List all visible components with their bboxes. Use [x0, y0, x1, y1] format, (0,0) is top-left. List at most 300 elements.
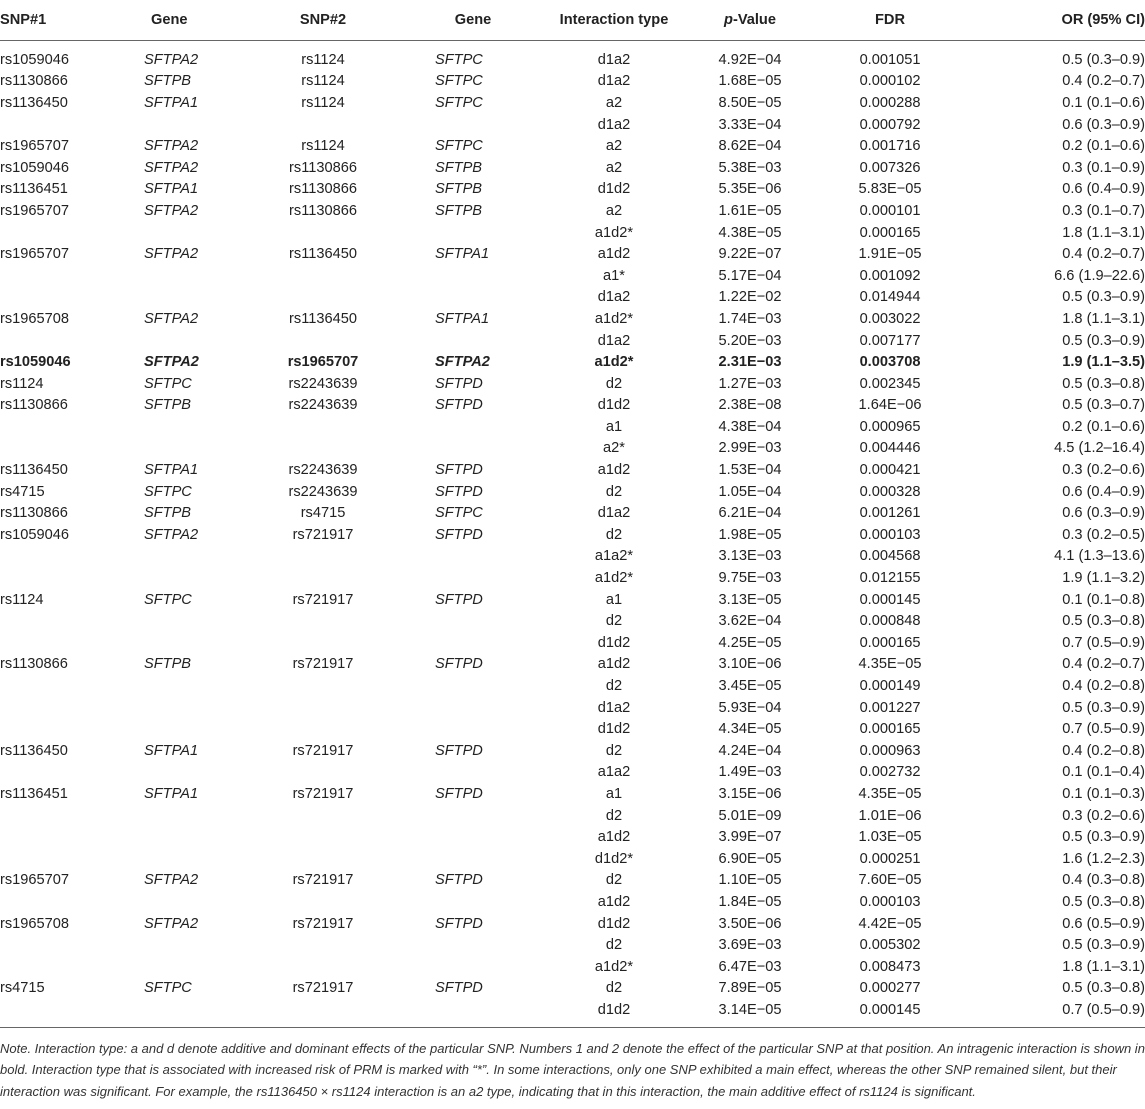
header-row: [0, 0, 1145, 41]
fdr-cell: 0.014944: [859, 289, 921, 306]
p-value-cell: 3.13E−03: [718, 548, 782, 565]
fdr-cell: 0.000165: [859, 634, 921, 651]
gene2-cell: SFTPC: [435, 138, 483, 155]
fdr-cell: 0.000103: [859, 893, 921, 910]
p-value-cell: 3.10E−06: [718, 656, 782, 673]
table-row: [0, 697, 1145, 719]
interaction-type-cell: d1a2: [597, 51, 631, 68]
gene1-cell: [120, 330, 248, 352]
gene2-cell: [398, 114, 548, 136]
header-snp2: SNP#2: [248, 0, 398, 41]
interaction-type-cell: d1d2: [597, 397, 631, 414]
p-value-cell: 6.47E−03: [718, 958, 782, 975]
fdr-cell: 0.000963: [859, 742, 921, 759]
gene2-cell: [398, 891, 548, 913]
or-cell: 0.3 (0.1–0.9): [1062, 159, 1145, 176]
p-value-cell: 4.92E−04: [718, 51, 782, 68]
snp2-cell: [248, 718, 398, 740]
snp2-cell: [248, 438, 398, 460]
table-row: [0, 870, 1145, 892]
or-cell: 6.6 (1.9–22.6): [1054, 267, 1145, 284]
snp2-cell: [248, 805, 398, 827]
fdr-cell: 0.000328: [859, 483, 921, 500]
table-row: [0, 373, 1145, 395]
snp2-cell: [248, 956, 398, 978]
gene1-cell: SFTPA1: [144, 462, 199, 479]
interaction-type-cell: a1: [605, 418, 623, 435]
table-row: [0, 438, 1145, 460]
p-value-cell: 1.84E−05: [718, 893, 782, 910]
snp2-cell: [248, 848, 398, 870]
snp1-cell: [0, 762, 120, 784]
fdr-cell: 1.64E−06: [858, 397, 922, 414]
gene2-cell: [398, 438, 548, 460]
gene1-cell: SFTPA2: [144, 159, 199, 176]
table-row: [0, 934, 1145, 956]
header-snp1: SNP#1: [0, 0, 120, 41]
p-value-cell: 3.69E−03: [718, 937, 782, 954]
gene2-cell: SFTPC: [435, 73, 483, 90]
fdr-cell: 0.003022: [859, 310, 921, 327]
interaction-type-cell: d2: [605, 483, 623, 500]
snp2-cell: rs1136450: [289, 246, 357, 263]
gene1-cell: [120, 956, 248, 978]
fdr-cell: 0.000165: [859, 224, 921, 241]
fdr-cell: 0.000165: [859, 721, 921, 738]
snp1-cell: [0, 330, 120, 352]
snp1-cell: rs1059046: [0, 51, 69, 68]
table-row: [0, 222, 1145, 244]
table-body: [0, 41, 1145, 1028]
interaction-type-cell: a1d2*: [594, 310, 634, 327]
snp1-cell: [0, 805, 120, 827]
gene2-cell: [398, 632, 548, 654]
gene2-cell: [398, 762, 548, 784]
table-row: [0, 913, 1145, 935]
gene1-cell: [120, 805, 248, 827]
p-value-cell: 9.22E−07: [718, 246, 782, 263]
or-cell: 0.3 (0.2–0.6): [1062, 462, 1145, 479]
gene1-cell: SFTPA2: [144, 915, 199, 932]
interaction-type-cell: a1: [605, 591, 623, 608]
p-value-cell: 1.98E−05: [718, 526, 782, 543]
table-row: [0, 567, 1145, 589]
gene2-cell: [398, 416, 548, 438]
gene1-cell: [120, 632, 248, 654]
snp2-cell: rs2243639: [288, 397, 358, 414]
p-value-cell: 2.31E−03: [718, 354, 782, 371]
or-cell: 0.6 (0.4–0.9): [1062, 483, 1145, 500]
or-cell: 0.5 (0.3–0.9): [1062, 829, 1145, 846]
snp1-cell: [0, 956, 120, 978]
snp2-cell: [248, 416, 398, 438]
gene1-cell: [120, 567, 248, 589]
fdr-cell: 1.03E−05: [858, 829, 922, 846]
fdr-cell: 0.002732: [859, 764, 921, 781]
gene1-cell: SFTPB: [144, 397, 192, 414]
table-row: [0, 610, 1145, 632]
interaction-type-cell: a1*: [603, 267, 625, 284]
or-cell: 0.6 (0.3–0.9): [1062, 505, 1145, 522]
table-row: [0, 135, 1145, 157]
snp1-cell: [0, 675, 120, 697]
or-cell: 1.9 (1.1–3.5): [1062, 354, 1145, 371]
table-row: [0, 589, 1145, 611]
or-cell: 0.4 (0.2–0.8): [1062, 742, 1145, 759]
fdr-cell: 0.000102: [859, 73, 921, 90]
gene1-cell: SFTPB: [144, 73, 192, 90]
or-cell: 4.5 (1.2–16.4): [1054, 440, 1145, 457]
fdr-cell: 1.01E−06: [858, 807, 922, 824]
snp1-cell: [0, 265, 120, 287]
snp1-cell: [0, 546, 120, 568]
header-or: OR (95% CI): [960, 0, 1145, 41]
table-row: [0, 287, 1145, 309]
fdr-cell: 0.000251: [859, 850, 921, 867]
table-row: [0, 654, 1145, 676]
or-cell: 1.8 (1.1–3.1): [1062, 958, 1145, 975]
or-cell: 1.6 (1.2–2.3): [1062, 850, 1145, 867]
gene2-cell: [398, 567, 548, 589]
gene2-cell: SFTPD: [435, 915, 483, 932]
interaction-type-cell: a2*: [603, 440, 625, 457]
or-cell: 0.4 (0.2–0.7): [1062, 656, 1145, 673]
snp1-cell: rs1965708: [0, 310, 69, 327]
interaction-type-cell: a2: [605, 94, 623, 111]
snp1-cell: rs1130866: [0, 505, 68, 522]
or-cell: 0.5 (0.3–0.9): [1062, 699, 1145, 716]
or-cell: 0.6 (0.4–0.9): [1062, 181, 1145, 198]
snp1-cell: rs1136450: [0, 462, 68, 479]
p-value-cell: 4.34E−05: [718, 721, 782, 738]
interaction-type-cell: a1d2*: [594, 958, 634, 975]
interaction-type-cell: d2: [605, 807, 623, 824]
interaction-type-cell: d1d2: [597, 721, 631, 738]
snp1-cell: [0, 632, 120, 654]
p-value-cell: 4.38E−04: [718, 418, 782, 435]
or-cell: 0.2 (0.1–0.6): [1062, 418, 1145, 435]
table-row: [0, 978, 1145, 1000]
fdr-cell: 0.001227: [859, 699, 921, 716]
interaction-type-cell: d2: [605, 937, 623, 954]
interaction-type-cell: a1a2: [597, 764, 631, 781]
interaction-type-cell: a1d2: [597, 246, 631, 263]
gene1-cell: [120, 826, 248, 848]
or-cell: 0.6 (0.5–0.9): [1062, 915, 1145, 932]
p-value-cell: 1.49E−03: [718, 764, 782, 781]
snp1-cell: rs1136450: [0, 742, 68, 759]
snp2-cell: rs1136450: [289, 310, 357, 327]
or-cell: 0.7 (0.5–0.9): [1062, 721, 1145, 738]
table-row: [0, 481, 1145, 503]
p-value-cell: 3.62E−04: [718, 613, 782, 630]
snp1-cell: rs4715: [0, 980, 45, 997]
fdr-cell: 0.001261: [859, 505, 921, 522]
fdr-cell: 0.000965: [859, 418, 921, 435]
snp1-cell: rs1130866: [0, 397, 68, 414]
interaction-type-cell: d1a2: [597, 73, 631, 90]
snp2-cell: rs1130866: [289, 202, 357, 219]
fdr-cell: 0.012155: [859, 570, 921, 587]
header-p-value: [680, 0, 820, 41]
table-row: [0, 243, 1145, 265]
p-value-cell: 1.68E−05: [718, 73, 782, 90]
interaction-type-cell: a1d2*: [594, 570, 634, 587]
snp2-cell: [248, 222, 398, 244]
fdr-cell: 0.000145: [820, 999, 960, 1027]
gene1-cell: SFTPB: [144, 656, 192, 673]
gene2-cell: SFTPC: [435, 94, 483, 111]
interaction-type-cell: a1d2: [597, 462, 631, 479]
snp1-cell: rs1965707: [0, 872, 69, 889]
gene2-cell: SFTPC: [435, 51, 483, 68]
fdr-cell: 0.007326: [859, 159, 921, 176]
gene2-cell: SFTPA2: [435, 354, 490, 371]
gene1-cell: [120, 114, 248, 136]
gene2-cell: SFTPD: [435, 980, 483, 997]
snp1-cell: [0, 891, 120, 913]
gene2-cell: SFTPD: [435, 483, 483, 500]
fdr-cell: 0.000145: [859, 591, 921, 608]
gene1-cell: [120, 718, 248, 740]
snp1-cell: rs1136451: [0, 181, 68, 198]
table-row: [0, 632, 1145, 654]
gene2-cell: [398, 934, 548, 956]
p-value-cell: 1.61E−05: [718, 202, 782, 219]
interaction-type-cell: d1a2: [597, 505, 631, 522]
p-value-cell: 3.13E−05: [718, 591, 782, 608]
snp2-cell: [248, 999, 398, 1027]
gene2-cell: [398, 330, 548, 352]
snp2-cell: rs721917: [292, 526, 354, 543]
header-fdr: FDR: [820, 0, 960, 41]
gene1-cell: SFTPA2: [144, 526, 199, 543]
or-cell: 0.5 (0.3–0.9): [1062, 51, 1145, 68]
snp1-cell: [0, 697, 120, 719]
p-value-cell: 4.24E−04: [718, 742, 782, 759]
snp2-cell: rs1124: [301, 94, 345, 111]
interaction-type-cell: a1d2: [597, 829, 631, 846]
fdr-cell: 0.000103: [859, 526, 921, 543]
p-value-cell: 3.14E−05: [680, 999, 820, 1027]
snp1-cell: [0, 114, 120, 136]
interaction-type-cell: d1d2: [597, 915, 631, 932]
table-note: Note. Interaction type: a and d denote additive and dominant effects of the particular SNP. Numbers 1 and 2 denote the effect of the particular SNP at that position. An intragenic interaction is shown in bold. Interaction type that is associated with increased risk of PRM is marked with “*”. In some interactions, only one SNP exhibited a main effect, whereas the other SNP remained silent, but their interaction was significant. For example, the rs1136450 × rs1124 interaction is an a2 type, indicating that in this interaction, the main additive effect of rs1124 is significant.: [0, 1040, 1145, 1099]
snp2-cell: [248, 610, 398, 632]
snp1-cell: rs1130866: [0, 656, 68, 673]
fdr-cell: 0.000288: [859, 94, 921, 111]
or-cell: 0.5 (0.3–0.8): [1062, 980, 1145, 997]
or-cell: 0.5 (0.3–0.8): [1062, 375, 1145, 392]
gene2-cell: [398, 848, 548, 870]
header-interaction-type: Interaction type: [548, 0, 680, 41]
snp2-cell: rs721917: [292, 785, 354, 802]
p-value-cell: 7.89E−05: [718, 980, 782, 997]
snp1-cell: rs1965707: [0, 202, 69, 219]
gene1-cell: SFTPA2: [144, 310, 199, 327]
or-cell: 0.4 (0.2–0.8): [1062, 678, 1145, 695]
fdr-cell: 5.83E−05: [858, 181, 922, 198]
gene1-cell: [120, 675, 248, 697]
interaction-type-cell: a1a2*: [594, 548, 634, 565]
table-row: [0, 762, 1145, 784]
snp1-cell: rs1136450: [0, 94, 68, 111]
or-cell: 0.5 (0.3–0.8): [1062, 613, 1145, 630]
snp1-cell: rs4715: [0, 483, 45, 500]
header-gene2: Gene: [398, 0, 548, 41]
gene2-cell: SFTPD: [435, 526, 483, 543]
p-value-cell: 1.22E−02: [718, 289, 782, 306]
snp2-cell: [248, 114, 398, 136]
fdr-cell: 0.008473: [859, 958, 921, 975]
gene2-cell: [398, 610, 548, 632]
header-p-letter: p: [724, 12, 733, 28]
snp1-cell: rs1965708: [0, 915, 69, 932]
p-value-cell: 5.01E−09: [718, 807, 782, 824]
snp1-cell: [0, 438, 120, 460]
fdr-cell: 4.35E−05: [858, 785, 922, 802]
gene1-cell: SFTPA2: [144, 202, 199, 219]
p-value-cell: 3.15E−06: [718, 785, 782, 802]
gene1-cell: [120, 265, 248, 287]
snp1-cell: rs1124: [0, 375, 44, 392]
fdr-cell: 0.002345: [859, 375, 921, 392]
table-row: [0, 265, 1145, 287]
p-value-cell: 8.50E−05: [718, 94, 782, 111]
gene1-cell: [120, 222, 248, 244]
table-row: [0, 92, 1145, 114]
gene1-cell: SFTPC: [144, 591, 192, 608]
fdr-cell: 7.60E−05: [858, 872, 922, 889]
p-value-cell: 2.38E−08: [718, 397, 782, 414]
snp1-cell: [0, 826, 120, 848]
gene2-cell: SFTPD: [435, 872, 483, 889]
gene1-cell: SFTPA2: [144, 872, 199, 889]
table-row: [0, 114, 1145, 136]
gene2-cell: SFTPB: [435, 159, 483, 176]
p-value-cell: 5.35E−06: [718, 181, 782, 198]
gene1-cell: [120, 438, 248, 460]
table-row: [0, 502, 1145, 524]
interaction-type-cell: d2: [605, 872, 623, 889]
fdr-cell: 0.005302: [859, 937, 921, 954]
snp2-cell: [248, 675, 398, 697]
snp2-cell: [248, 632, 398, 654]
snp1-cell: rs1965707: [0, 246, 69, 263]
gene1-cell: [120, 848, 248, 870]
table-row: [0, 459, 1145, 481]
p-value-cell: 5.17E−04: [718, 267, 782, 284]
snp2-cell: rs1130866: [289, 181, 357, 198]
gene2-cell: SFTPD: [435, 375, 483, 392]
table-row: [0, 740, 1145, 762]
snp1-cell: [0, 999, 120, 1027]
table-row: [0, 416, 1145, 438]
snp1-cell: [0, 222, 120, 244]
interaction-type-cell: a1d2: [597, 893, 631, 910]
snp2-cell: rs721917: [292, 591, 354, 608]
snp2-cell: [248, 546, 398, 568]
gene2-cell: [398, 999, 548, 1027]
snp1-cell: rs1136451: [0, 785, 68, 802]
interaction-type-cell: d1d2: [597, 634, 631, 651]
gene1-cell: SFTPA1: [144, 181, 199, 198]
snp1-cell: rs1130866: [0, 73, 68, 90]
snp1-cell: [0, 287, 120, 309]
fdr-cell: 0.001051: [859, 51, 921, 68]
gene1-cell: [120, 934, 248, 956]
table-row: [0, 308, 1145, 330]
table-row: [0, 999, 1145, 1027]
table-row: [0, 41, 1145, 71]
p-value-cell: 5.20E−03: [718, 332, 782, 349]
table-row: [0, 783, 1145, 805]
gene2-cell: SFTPD: [435, 656, 483, 673]
gene1-cell: [120, 762, 248, 784]
fdr-cell: 0.003708: [859, 354, 921, 371]
or-cell: 1.9 (1.1–3.2): [1062, 570, 1145, 587]
or-cell: 0.6 (0.3–0.9): [1062, 116, 1145, 133]
gene1-cell: SFTPA1: [144, 742, 199, 759]
interaction-type-cell: d2: [605, 678, 623, 695]
interaction-type-cell: a1d2*: [594, 354, 634, 371]
snp2-cell: rs721917: [292, 872, 354, 889]
p-value-cell: 4.38E−05: [718, 224, 782, 241]
gene2-cell: SFTPD: [435, 591, 483, 608]
or-cell: 0.5 (0.3–0.9): [1062, 937, 1145, 954]
p-value-cell: 5.93E−04: [718, 699, 782, 716]
table-row: [0, 718, 1145, 740]
interaction-type-cell: a1d2*: [594, 224, 634, 241]
gene2-cell: SFTPD: [435, 462, 483, 479]
or-cell: 1.8 (1.1–3.1): [1062, 224, 1145, 241]
table-row: [0, 826, 1145, 848]
gene2-cell: [398, 826, 548, 848]
table-row: [0, 956, 1145, 978]
or-cell: 0.3 (0.2–0.5): [1062, 526, 1145, 543]
p-value-cell: 1.27E−03: [718, 375, 782, 392]
gene1-cell: SFTPA1: [144, 94, 199, 111]
table-row: [0, 395, 1145, 417]
snp1-cell: [0, 416, 120, 438]
interaction-type-cell: d2: [605, 613, 623, 630]
table-row: [0, 351, 1145, 373]
gene2-cell: SFTPD: [435, 742, 483, 759]
snp2-cell: rs721917: [292, 915, 354, 932]
table-row: [0, 848, 1145, 870]
or-cell: 0.7 (0.5–0.9): [1062, 634, 1145, 651]
or-cell: 0.3 (0.2–0.6): [1062, 807, 1145, 824]
or-cell: 0.4 (0.2–0.7): [1062, 73, 1145, 90]
p-value-cell: 3.99E−07: [718, 829, 782, 846]
fdr-cell: 0.000149: [859, 678, 921, 695]
snp1-cell: [0, 848, 120, 870]
gene1-cell: [120, 891, 248, 913]
p-value-cell: 2.99E−03: [718, 440, 782, 457]
p-value-cell: 3.45E−05: [718, 678, 782, 695]
interaction-type-cell: a1: [605, 785, 623, 802]
gene1-cell: [120, 610, 248, 632]
gene1-cell: [120, 697, 248, 719]
or-cell: 0.4 (0.3–0.8): [1062, 872, 1145, 889]
snp2-cell: [248, 567, 398, 589]
interaction-type-cell: a2: [605, 202, 623, 219]
gene1-cell: SFTPA1: [144, 785, 199, 802]
gene2-cell: SFTPD: [435, 397, 483, 414]
fdr-cell: 0.000848: [859, 613, 921, 630]
gene1-cell: SFTPC: [144, 375, 192, 392]
snp2-cell: [248, 330, 398, 352]
